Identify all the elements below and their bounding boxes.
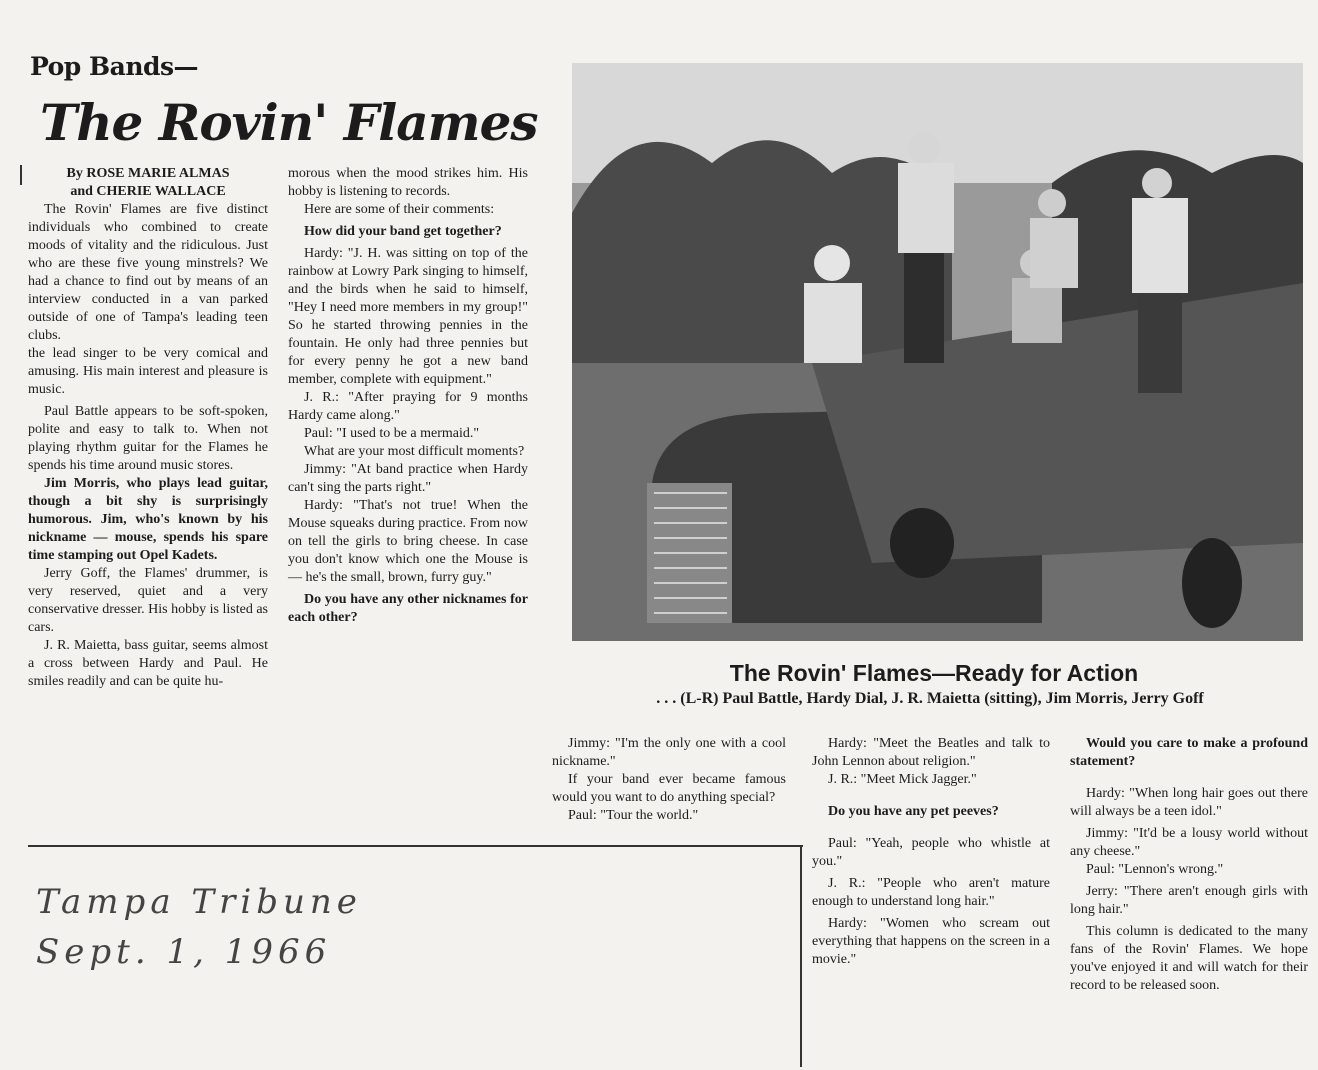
- paragraph: Paul: "Lennon's wrong.": [1086, 862, 1224, 877]
- horizontal-rule: [28, 845, 803, 847]
- paragraph: This column is dedicated to the many fans of the Rovin' Flames. We hope you've enjoyed it and will watch for their record to be released soon.: [1070, 924, 1308, 993]
- paragraph: J. R.: "Meet Mick Jagger.": [828, 772, 977, 787]
- vertical-rule: [800, 845, 802, 1067]
- paragraph: Paul: "Tour the world.": [568, 808, 699, 823]
- paragraph: morous when the mood strikes him. His hobby is listening to records.: [288, 166, 528, 199]
- photo-caption-names: . . . (L-R) Paul Battle, Hardy Dial, J. R. Maietta (sitting), Jim Morris, Jerry Goff: [656, 690, 1204, 707]
- paragraph: the lead singer to be very comical and amusing. His main interest and pleasure is music.: [28, 346, 268, 397]
- paragraph: Jim Morris, who plays lead guitar, though a bit shy is surprisingly humorous. Jim, who's known by his nickname — mouse, spends his spare time stamping out Opel Kadets.: [28, 476, 268, 563]
- handwritten-date: Sept. 1, 1966: [36, 932, 332, 972]
- article-headline: The Rovin' Flames: [40, 93, 538, 152]
- handwritten-source: Tampa Tribune: [36, 882, 362, 922]
- paragraph: Jimmy: "It'd be a lousy world without any cheese.": [1070, 826, 1308, 859]
- paragraph: Hardy: "J. H. was sitting on top of the rainbow at Lowry Park singing to himself, and the birds when he said to himself, "Hey I need more members in my group!" So he started throwing pennies in the fountain. He only had three pennies but for every penny he got a new band member, complete with equipment.": [288, 246, 528, 387]
- column-rule: [20, 165, 22, 185]
- byline: and CHERIE WALLACE: [70, 184, 226, 199]
- paragraph: Hardy: "That's not true! When the Mouse squeaks during practice. From now on tell the girls to bring cheese. In case you don't know which one the Mouse is — he's the small, brown, furry guy.": [288, 498, 528, 585]
- question: What are your most difficult moments?: [304, 444, 525, 459]
- section-kicker: Pop Bands—: [30, 52, 199, 81]
- band-photo: [572, 63, 1303, 641]
- paragraph: J. R.: "After praying for 9 months Hardy came along.": [288, 390, 528, 423]
- article-column-3: [552, 735, 786, 825]
- paragraph: Jerry: "There aren't enough girls with long hair.": [1070, 884, 1308, 917]
- paragraph: J. R. Maietta, bass guitar, seems almost a cross between Hardy and Paul. He smiles readily and can be quite hu-: [28, 638, 268, 689]
- paragraph: Hardy: "Meet the Beatles and talk to John Lennon about religion.": [812, 736, 1050, 769]
- paragraph: J. R.: "People who aren't mature enough to understand long hair.": [812, 876, 1050, 909]
- paragraph: Hardy: "When long hair goes out there will always be a teen idol.": [1070, 786, 1308, 819]
- article-column-5: [1070, 735, 1308, 995]
- paragraph: Jimmy: "At band practice when Hardy can't sing the parts right.": [288, 462, 528, 495]
- question: Do you have any pet peeves?: [828, 804, 999, 819]
- byline: By ROSE MARIE ALMAS: [66, 166, 230, 181]
- paragraph: Jerry Goff, the Flames' drummer, is very reserved, quiet and a very conservative dresser. His hobby is listed as cars.: [28, 566, 268, 635]
- paragraph: Paul: "Yeah, people who whistle at you.": [812, 836, 1050, 869]
- question: Would you care to make a profound statement?: [1070, 736, 1308, 769]
- paragraph: Jimmy: "I'm the only one with a cool nickname.": [552, 736, 786, 769]
- question: If your band ever became famous would you want to do anything special?: [552, 772, 786, 805]
- paragraph: Paul Battle appears to be soft-spoken, polite and easy to talk to. When not playing rhythm guitar for the Flames he spends his time around music stores.: [28, 404, 268, 473]
- photo-caption-title: The Rovin' Flames—Ready for Action: [729, 660, 1139, 686]
- paragraph: The Rovin' Flames are five distinct individuals who combined to create moods of vitality and the ridiculous. Just who are these five young minstrels? We had a chance to find out by means of an interview conducted in a van parked outside of one of Tampa's leading teen clubs.: [28, 202, 268, 343]
- article-column-1: [28, 165, 268, 691]
- paragraph: Hardy: "Women who scream out everything that happens on the screen in a movie.": [812, 916, 1050, 967]
- question: Do you have any other nicknames for each other?: [288, 592, 528, 625]
- paragraph: Paul: "I used to be a mermaid.": [304, 426, 480, 441]
- article-column-4: [812, 735, 1050, 969]
- question: How did your band get together?: [304, 224, 502, 239]
- paragraph: Here are some of their comments:: [304, 202, 495, 217]
- article-column-2: [288, 165, 528, 627]
